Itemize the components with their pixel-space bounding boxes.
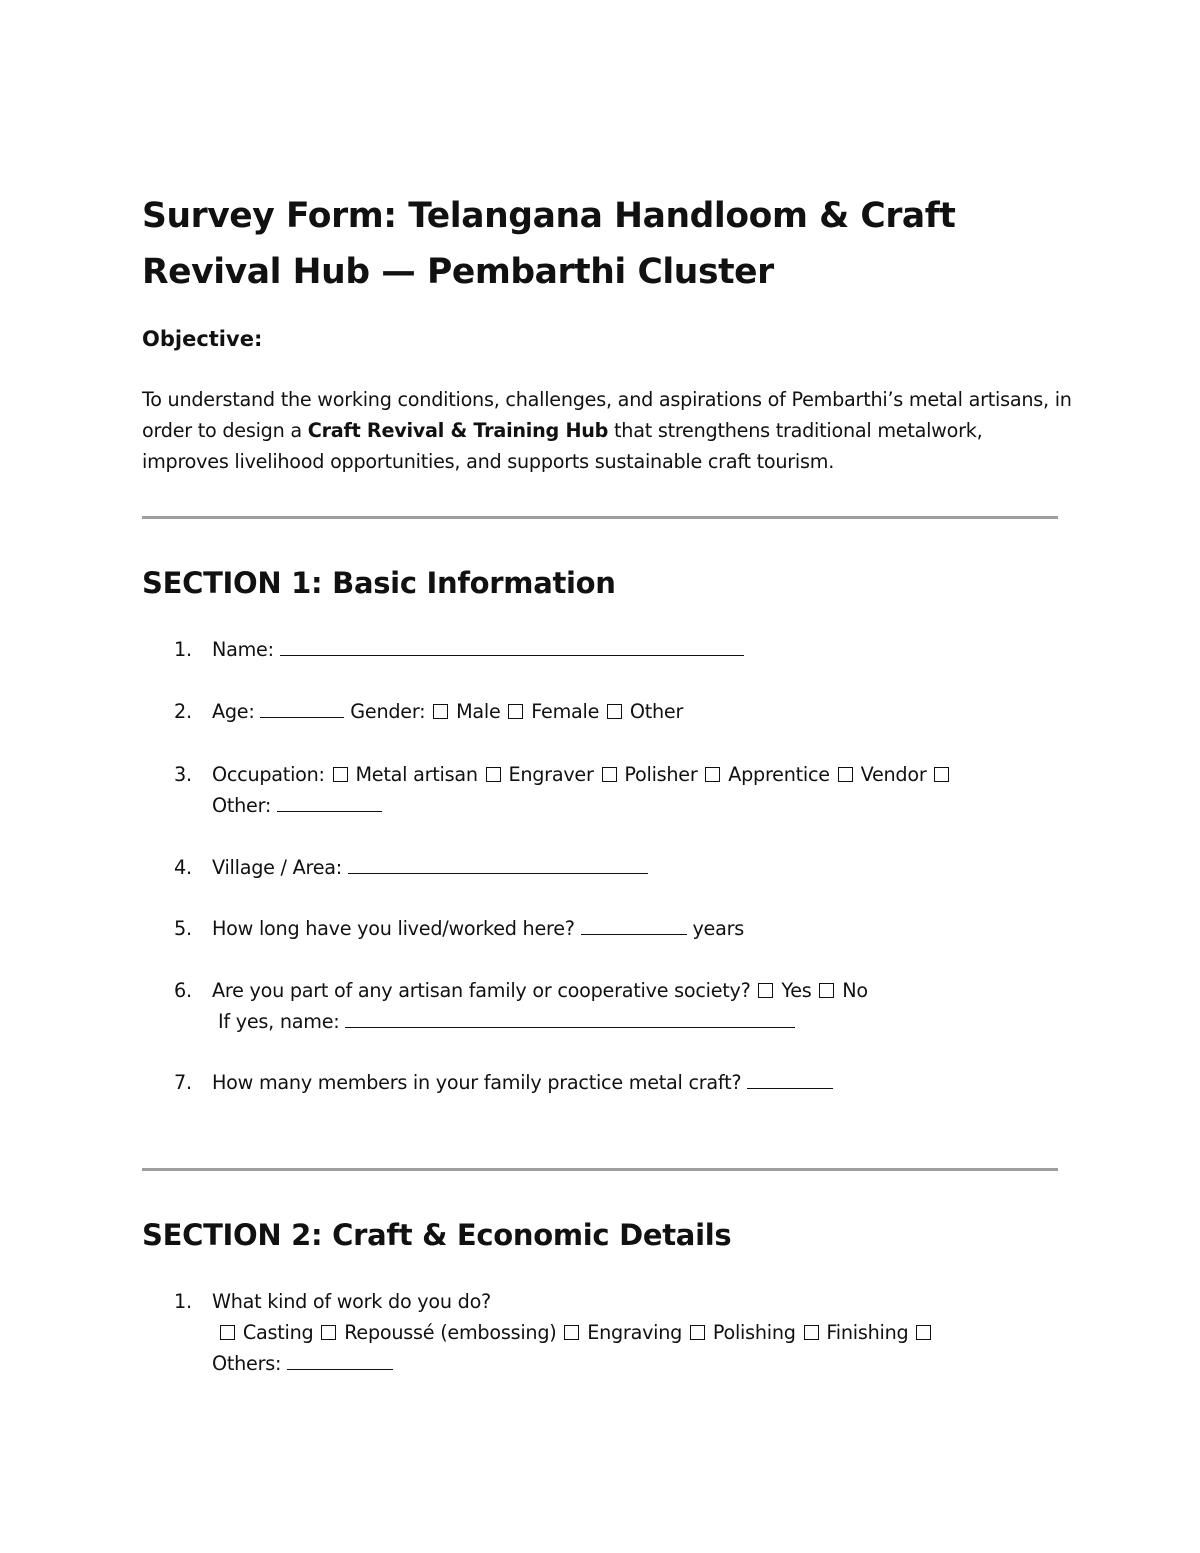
- occupation-other-field[interactable]: [277, 791, 382, 812]
- question-label: Name:: [212, 638, 274, 661]
- section-1-title: SECTION 1: Basic Information: [142, 566, 616, 600]
- cooperative-name-label: If yes, name:: [218, 1010, 340, 1033]
- age-label: Age:: [212, 700, 255, 723]
- work-type-label: What kind of work do you do?: [212, 1290, 491, 1313]
- occupation-other-line: [174, 790, 1054, 821]
- option-yes-label: Yes: [781, 979, 812, 1002]
- title-line-2: Revival Hub — Pembarthi Cluster: [142, 252, 774, 292]
- checkbox-occupation-other[interactable]: [934, 767, 949, 782]
- name-field[interactable]: [280, 635, 744, 656]
- option-engraving-label: Engraving: [587, 1321, 683, 1344]
- option-male-label: Male: [456, 700, 501, 723]
- page-title: [142, 188, 1082, 300]
- cooperative-name-line: [174, 1006, 1054, 1037]
- option-vendor-label: Vendor: [860, 763, 927, 786]
- checkbox-no[interactable]: [819, 983, 834, 998]
- option-apprentice-label: Apprentice: [728, 763, 830, 786]
- question-village: [174, 852, 1054, 883]
- checkbox-vendor[interactable]: [838, 767, 853, 782]
- question-years: [174, 913, 1054, 944]
- checkbox-other[interactable]: [607, 704, 622, 719]
- checkbox-engraving[interactable]: [564, 1325, 579, 1340]
- option-engraver-label: Engraver: [508, 763, 594, 786]
- gender-label: Gender:: [350, 700, 426, 723]
- objective-text: [142, 384, 1072, 477]
- option-no-label: No: [842, 979, 868, 1002]
- checkbox-apprentice[interactable]: [705, 767, 720, 782]
- years-unit: years: [692, 917, 745, 940]
- occupation-other-label: Other:: [212, 794, 272, 817]
- checkbox-polishing[interactable]: [690, 1325, 705, 1340]
- question-work-type: [174, 1286, 1054, 1379]
- question-name: [174, 634, 1054, 665]
- option-female-label: Female: [531, 700, 600, 723]
- question-number: 7.: [174, 1071, 192, 1094]
- checkbox-polisher[interactable]: [602, 767, 617, 782]
- objective-bold-text: Craft Revival & Training Hub: [307, 419, 609, 442]
- objective-text-start: To understand the working conditions, challenges, and aspirations of Pembarthi’s metal artisans, in order to design a: [142, 388, 1072, 442]
- section-2-title: SECTION 2: Craft & Economic Details: [142, 1218, 732, 1252]
- checkbox-engraver[interactable]: [486, 767, 501, 782]
- checkbox-work-other[interactable]: [916, 1325, 931, 1340]
- village-field[interactable]: [348, 853, 648, 874]
- option-casting-label: Casting: [242, 1321, 314, 1344]
- question-number: 2.: [174, 700, 192, 723]
- years-field[interactable]: [581, 914, 687, 935]
- question-cooperative: [174, 975, 1054, 1037]
- question-family-members: [174, 1067, 1054, 1098]
- question-occupation: [174, 759, 1054, 821]
- option-other-label: Other: [629, 700, 684, 723]
- option-polishing-label: Polishing: [712, 1321, 796, 1344]
- checkbox-male[interactable]: [433, 704, 448, 719]
- family-members-field[interactable]: [747, 1068, 833, 1089]
- checkbox-finishing[interactable]: [804, 1325, 819, 1340]
- option-metal-artisan-label: Metal artisan: [355, 763, 478, 786]
- checkbox-metal-artisan[interactable]: [333, 767, 348, 782]
- divider-2: [142, 1168, 1058, 1171]
- work-other-line: [174, 1348, 1054, 1379]
- cooperative-name-field[interactable]: [345, 1007, 795, 1028]
- checkbox-female[interactable]: [508, 704, 523, 719]
- objective-label: Objective:: [142, 327, 263, 351]
- option-repousse-label: Repoussé (embossing): [344, 1321, 557, 1344]
- question-number: 1.: [174, 1290, 192, 1313]
- question-number: 5.: [174, 917, 192, 940]
- question-number: 3.: [174, 763, 192, 786]
- objective-text-end: that strengthens traditional metalwork, improves livelihood opportunities, and supports sustainable craft tourism.: [142, 419, 983, 473]
- option-polisher-label: Polisher: [624, 763, 698, 786]
- option-finishing-label: Finishing: [826, 1321, 909, 1344]
- question-number: 1.: [174, 638, 192, 661]
- checkbox-casting[interactable]: [220, 1325, 235, 1340]
- question-number: 6.: [174, 979, 192, 1002]
- age-field[interactable]: [260, 697, 344, 718]
- title-line-1: Survey Form: Telangana Handloom & Craft: [142, 196, 956, 236]
- checkbox-repousse[interactable]: [321, 1325, 336, 1340]
- divider-1: [142, 516, 1058, 519]
- question-number: 4.: [174, 856, 192, 879]
- years-label: How long have you lived/worked here?: [212, 917, 575, 940]
- work-other-label: Others:: [212, 1352, 282, 1375]
- cooperative-label: Are you part of any artisan family or cooperative society?: [212, 979, 751, 1002]
- occupation-label: Occupation:: [212, 763, 325, 786]
- work-type-options: [174, 1317, 1054, 1348]
- checkbox-yes[interactable]: [758, 983, 773, 998]
- work-other-field[interactable]: [287, 1349, 393, 1370]
- question-age-gender: [174, 696, 1054, 727]
- family-members-label: How many members in your family practice metal craft?: [212, 1071, 742, 1094]
- village-label: Village / Area:: [212, 856, 342, 879]
